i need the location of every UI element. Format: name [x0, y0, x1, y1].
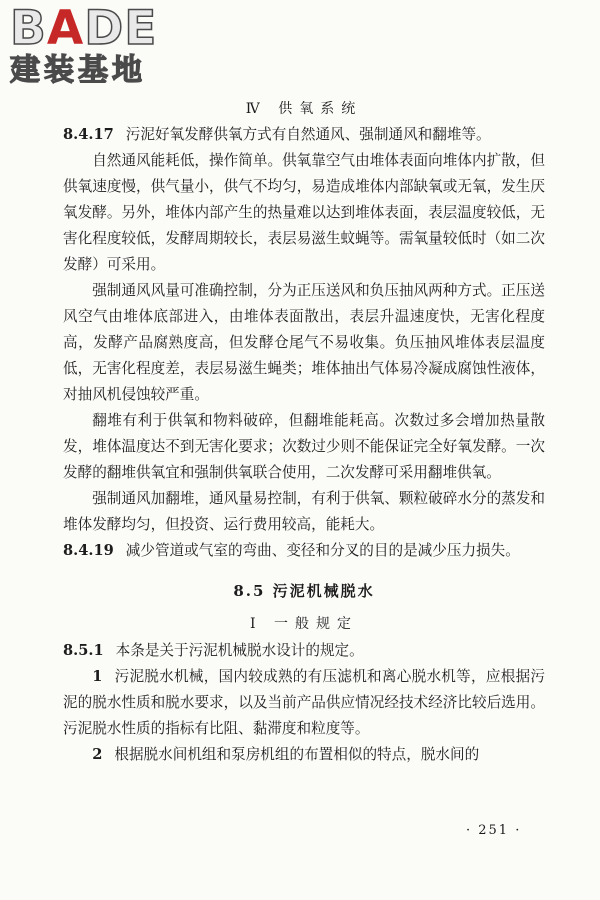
paragraph-natural-ventilation: 自然通风能耗低，操作简单。供氧靠空气由堆体表面向堆体内扩散，但供氧速度慢，供气量小，供气不均匀，易造成堆体内部缺氧或无氧，发生厌氧发酵。另外，堆体内部产生的热量难以达到堆体表面，表层温度较低，无害化程度较低，发酵周期较长，表层易滋生蚊蝇等。需氧量较低时（如二次发酵）可采用。	[63, 152, 545, 273]
clause-number: 8.5.1	[63, 642, 104, 659]
page-body	[63, 96, 545, 768]
paragraph-forced-ventilation: 强制通风风量可准确控制，分为正压送风和负压抽风两种方式。正压送风空气由堆体底部进入，由堆体表面散出，表层升温速度快，无害化程度高，发酵产品腐熟度高，但发酵仓尾气不易收集。负压抽风堆体表层温度低，无害化程度差，表层易滋生蝇类；堆体抽出气体易冷凝成腐蚀性液体，对抽风机侵蚀较严重。	[63, 282, 545, 403]
clause-number: 8.4.19	[63, 542, 114, 559]
section-iv-heading: Ⅳ 供氧系统	[245, 101, 363, 117]
clause-text: 减少管道或气室的弯曲、变径和分叉的目的是减少压力损失。	[125, 542, 520, 559]
logo-wordmark: BADE	[10, 1, 158, 56]
clause-text: 污泥好氧发酵供氧方式有自然通风、强制通风和翻堆等。	[125, 126, 491, 143]
clause-8-4-19	[63, 538, 545, 564]
clause-8-5-1	[63, 638, 545, 664]
logo-accent-letter: A	[46, 1, 85, 56]
section-8-5-sub-heading: Ⅰ 一般规定	[250, 616, 358, 632]
list-item	[63, 742, 545, 768]
paragraph-forced-plus-turning: 强制通风加翻堆，通风量易控制，有利于供氧、颗粒破碎水分的蒸发和堆体发酵均匀，但投资、运行费用较高，能耗大。	[63, 490, 545, 533]
clause-text: 本条是关于污泥机械脱水设计的规定。	[115, 642, 364, 659]
item-number: 2	[92, 746, 103, 763]
item-number: 1	[92, 668, 103, 685]
clause-number: 8.4.17	[63, 126, 114, 143]
list-item	[63, 664, 545, 742]
section-8-5-title: 8.5 污泥机械脱水	[233, 582, 375, 600]
clause-8-4-17	[63, 122, 545, 148]
item-text: 根据脱水间机组和泵房机组的布置相似的特点，脱水间的	[114, 746, 480, 763]
item-text: 污泥脱水机械，国内较成熟的有压滤机和离心脱水机等，应根据污泥的脱水性质和脱水要求，以及当前产品供应情况经技术经济比较后选用。污泥脱水性质的指标有比阻、黏滞度和粒度等。	[63, 668, 545, 737]
brand-logo	[10, 1, 175, 88]
logo-subtitle: 建装基地	[10, 53, 146, 88]
paragraph-turning: 翻堆有利于供氧和物料破碎，但翻堆能耗高。次数过多会增加热量散发，堆体温度达不到无害化要求；次数过少则不能保证完全好氧发酵。一次发酵的翻堆供氧宜和强制供氧联合使用，二次发酵可采用翻堆供氧。	[63, 412, 545, 481]
page-number: · 251 ·	[466, 823, 522, 838]
